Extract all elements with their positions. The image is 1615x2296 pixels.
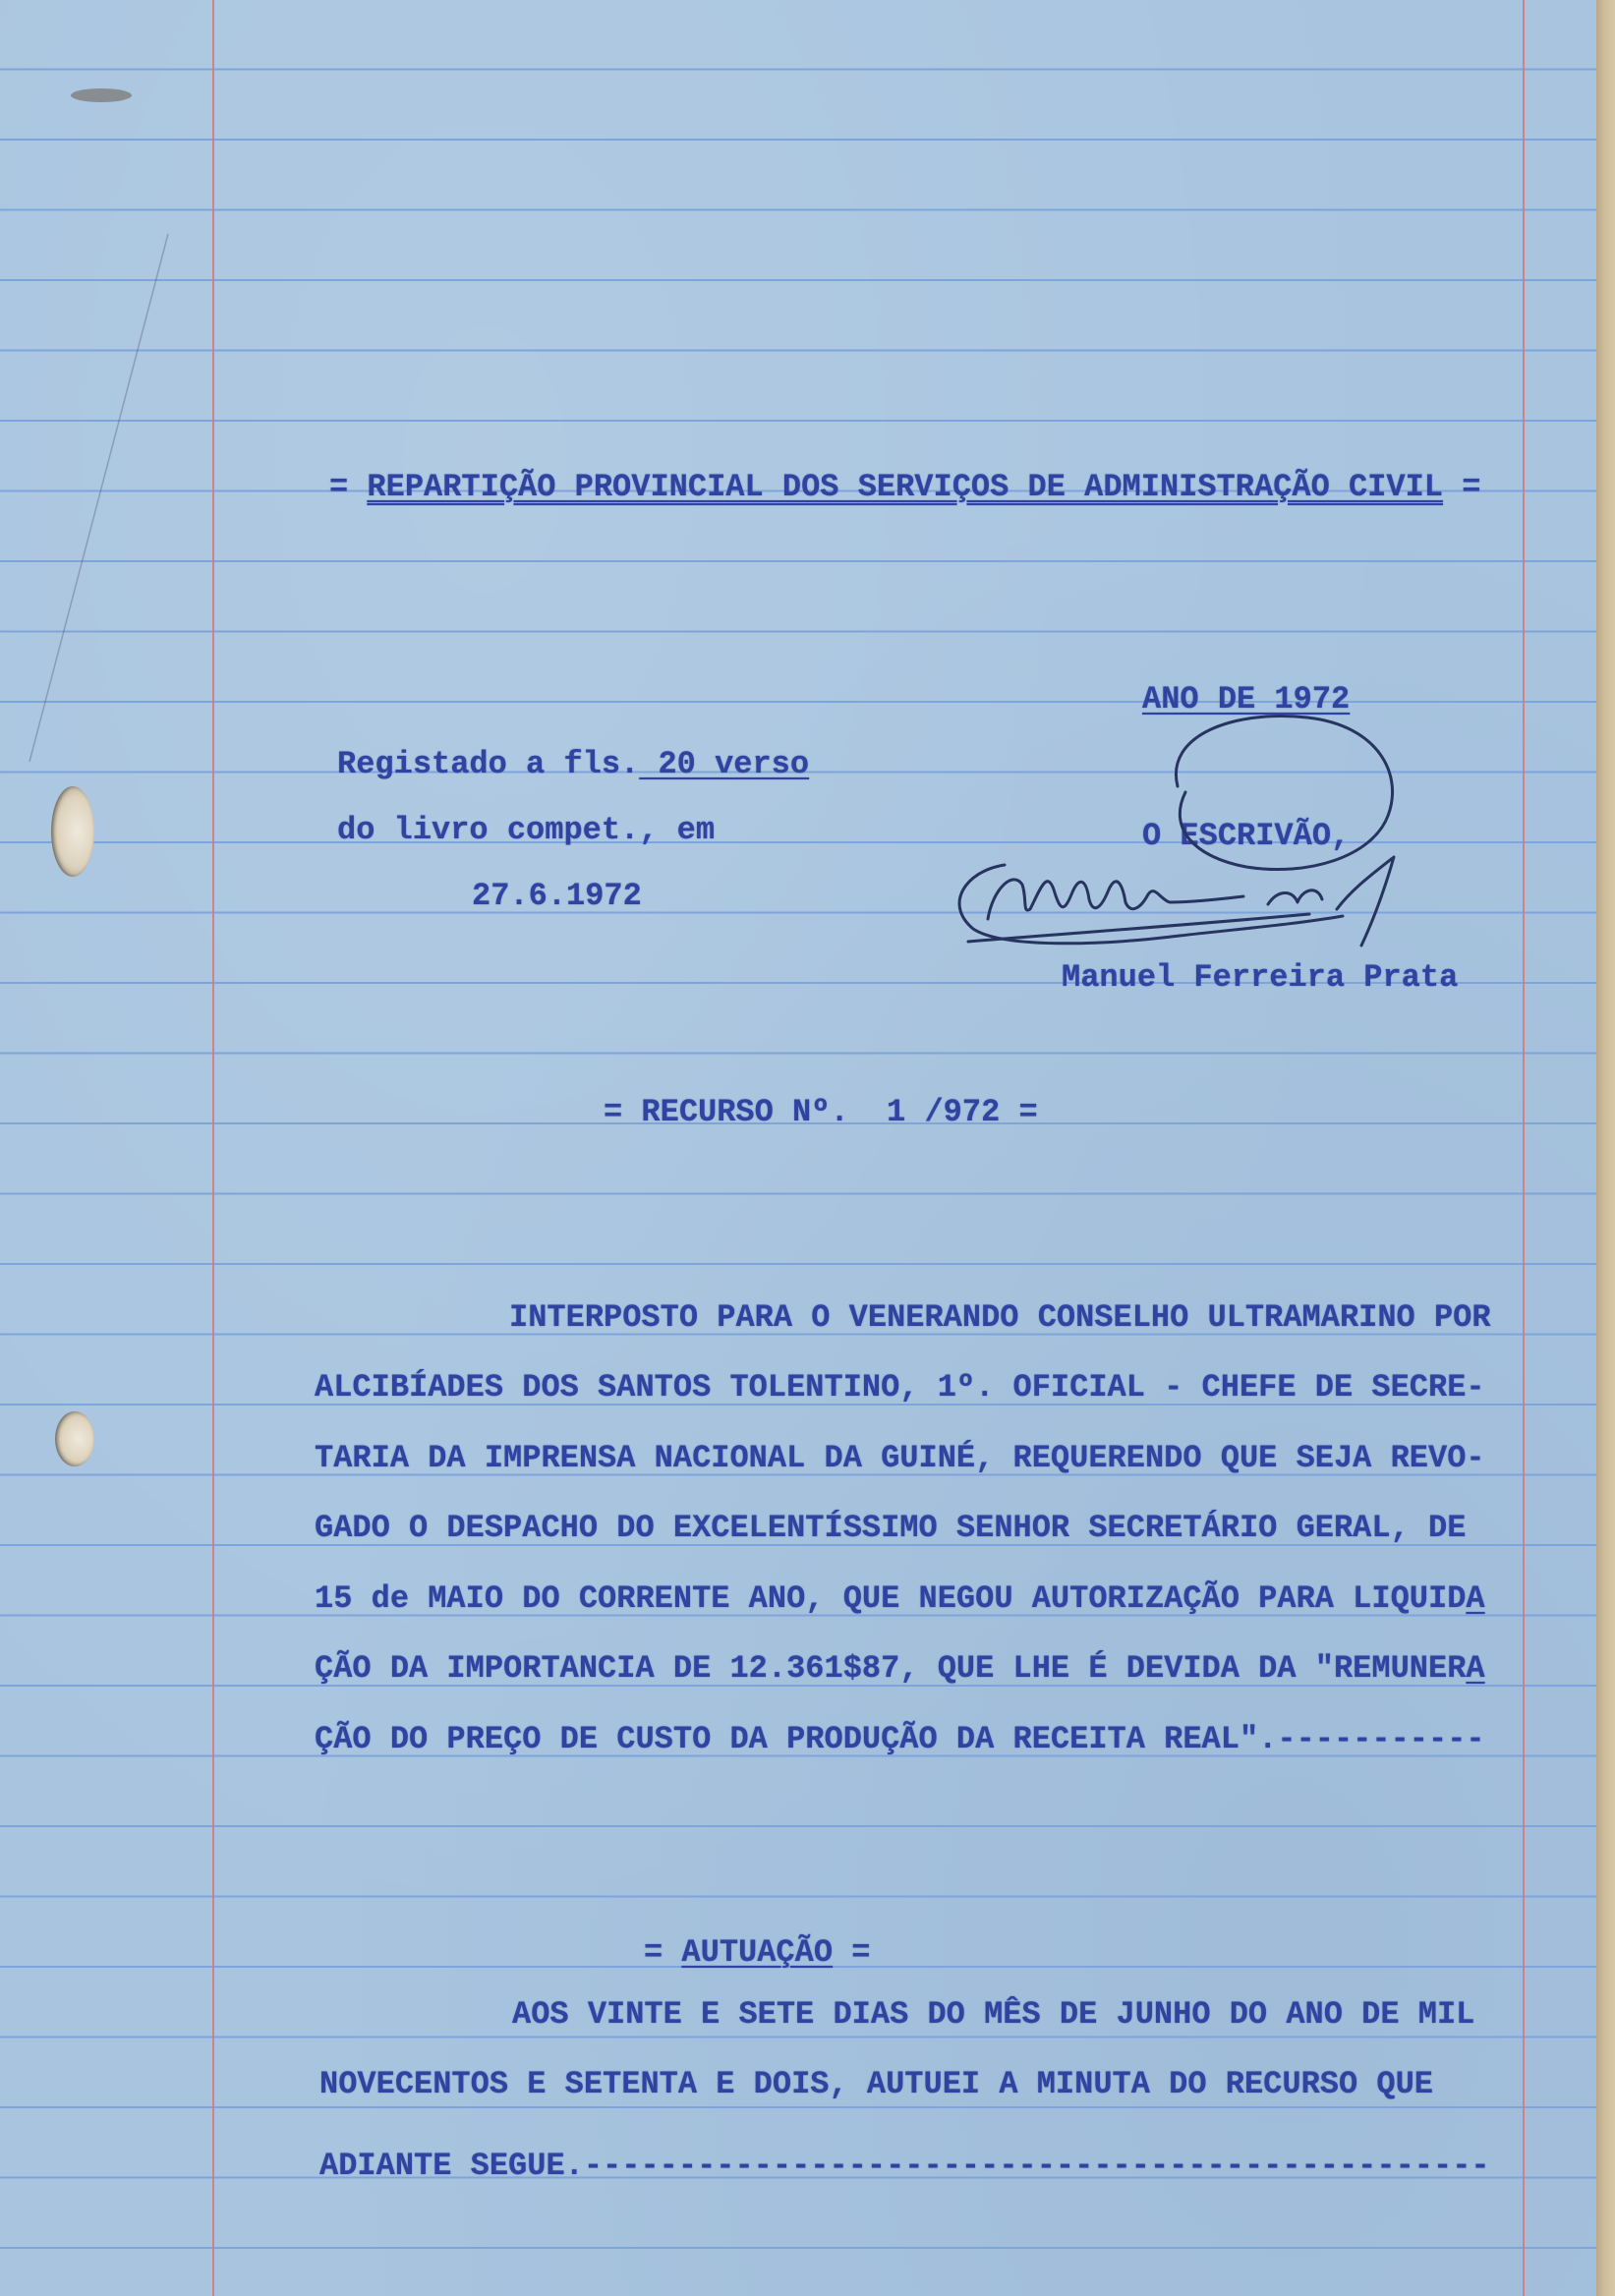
punch-hole <box>55 1411 94 1466</box>
autuacao-title: AUTUAÇÃO <box>681 1934 834 1971</box>
body-line-tail: A <box>1466 1650 1485 1687</box>
registration-book-line: do livro compet., em <box>337 812 716 848</box>
body-line-text: ÇÃO DO PREÇO DE CUSTO DA PRODUÇÃO DA RECEITA REAL".----------- <box>315 1721 1485 1757</box>
clerk-title: O ESCRIVÃO, <box>1142 818 1351 854</box>
autuacao-heading <box>644 1933 870 1973</box>
office-header <box>329 468 1480 507</box>
autuacao-line: NOVECENTOS E SETENTA E DOIS, AUTUEI A MINUTA DO RECURSO QUE <box>319 2066 1433 2102</box>
body-line-text: ALCIBÍADES DOS SANTOS TOLENTINO, 1º. OFICIAL - CHEFE DE SECRE- <box>315 1369 1485 1406</box>
body-line <box>315 1579 1485 1619</box>
punch-hole <box>51 786 94 877</box>
body-line-text: TARIA DA IMPRENSA NACIONAL DA GUINÉ, REQUERENDO QUE SEJA REVO- <box>315 1440 1485 1476</box>
header-right-mark: = <box>1462 469 1481 505</box>
registration-label: Registado a fls. <box>337 746 640 782</box>
clerk-name: Manuel Ferreira Prata <box>1062 959 1459 996</box>
left-margin-line <box>212 0 214 2296</box>
body-line-text: 15 de MAIO DO CORRENTE ANO, QUE NEGOU AUTORIZAÇÃO PARA LIQUID <box>315 1580 1467 1617</box>
registration-line <box>337 745 809 784</box>
autuacao-right-mark: = <box>851 1934 871 1971</box>
appeal-title: = RECURSO Nº. 1 /972 = <box>604 1094 1038 1130</box>
ink-smudge <box>71 88 132 102</box>
header-left-mark: = <box>329 469 349 505</box>
body-line-text: GADO O DESPACHO DO EXCELENTÍSSIMO SENHOR SECRETÁRIO GERAL, DE <box>315 1510 1467 1546</box>
autuacao-left-mark: = <box>644 1934 663 1971</box>
body-line <box>315 1439 1485 1478</box>
paper-edge <box>1596 0 1615 2296</box>
registration-date: 27.6.1972 <box>472 878 642 914</box>
body-line <box>315 1368 1485 1407</box>
body-line <box>315 1720 1485 1759</box>
autuacao-line: AOS VINTE E SETE DIAS DO MÊS DE JUNHO DO ANO DE MIL <box>512 1996 1475 2033</box>
registration-folio: 20 verso <box>639 746 810 782</box>
autuacao-line: ADIANTE SEGUE.------------------------------------------------ <box>319 2148 1490 2184</box>
body-line-text: ÇÃO DA IMPORTANCIA DE 12.361$87, QUE LHE É DEVIDA DA "REMUNER <box>315 1650 1467 1687</box>
body-line-text: INTERPOSTO PARA O VENERANDO CONSELHO ULTRAMARINO POR <box>509 1299 1491 1336</box>
right-margin-line <box>1523 0 1525 2296</box>
body-line <box>509 1298 1491 1338</box>
body-line <box>315 1649 1485 1689</box>
body-line-tail: A <box>1466 1580 1485 1617</box>
year-line: ANO DE 1972 <box>1142 681 1351 718</box>
body-line <box>315 1509 1466 1548</box>
header-title: REPARTIÇÃO PROVINCIAL DOS SERVIÇOS DE ADMINISTRAÇÃO CIVIL <box>367 469 1443 505</box>
